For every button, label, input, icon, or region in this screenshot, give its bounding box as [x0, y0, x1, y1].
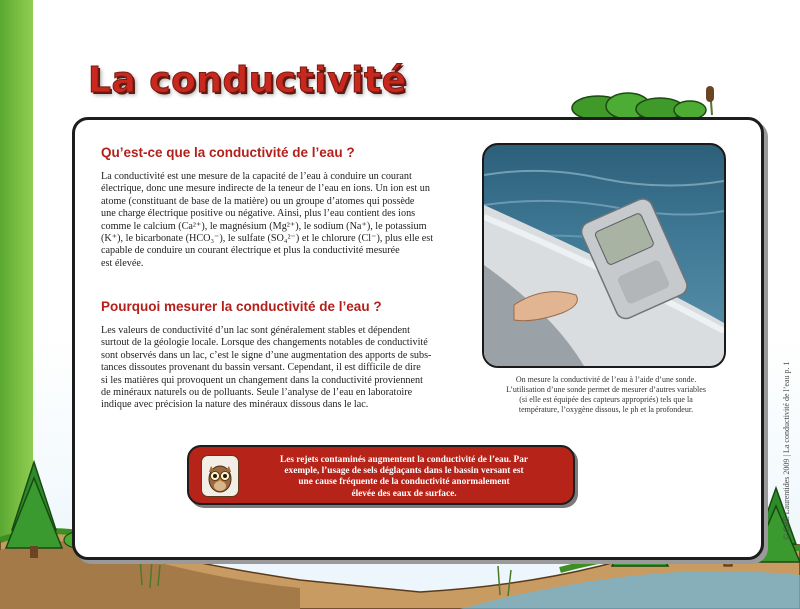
callout-line: une cause fréquente de la conductivité anormalement — [298, 477, 510, 488]
section1-heading: Qu’est-ce que la conductivité de l’eau ? — [101, 145, 355, 160]
section2-heading: Pourquoi mesurer la conductivité de l’eau ? — [101, 299, 382, 314]
photo-caption — [490, 375, 722, 415]
section1-line: est élevée. — [101, 257, 144, 269]
section2-line: si les matières qui provoquent un changement dans la conductivité proviennent — [101, 374, 423, 386]
tree-icon — [6, 462, 62, 558]
copyright-note: © CRE Laurentides 2009 | La conductivité de l’eau p. 1 — [782, 361, 791, 540]
bush-icon — [572, 93, 706, 120]
caption-line: température, l’oxygène dissous, le ph et la profondeur. — [518, 405, 694, 414]
section1-line: une charge électrique positive ou négative. Ainsi, plus l’eau contient des ions — [101, 208, 416, 220]
page-title: La conductivité — [88, 60, 407, 101]
callout-line: élevée des eaux de surface. — [351, 488, 457, 499]
section2-line: Les valeurs de conductivité d’un lac sont généralement stables et dépendent — [101, 325, 410, 336]
section1-body — [101, 171, 441, 270]
cattail-icon — [706, 86, 714, 115]
section1-line: capable de conduire un courant électrique et plus la conductivité mesurée — [101, 245, 400, 257]
callout-line: Les rejets contaminés augmentent la conductivité de l’eau. Par — [280, 455, 528, 465]
section2-line: de minéraux naturels ou de polluants. Seule l’analyse de l’eau en laboratoire — [101, 387, 413, 399]
section1-line: (K⁺), le bicarbonate (HCO₃⁻), le sulfate (SO₄²⁻) et le chlorure (Cl⁻), plus elle est — [101, 233, 434, 245]
probe-illustration — [484, 145, 724, 366]
section1-line: comme le calcium (Ca²⁺), le magnésium (Mg²⁺), le sodium (Na⁺), le potassium — [101, 220, 427, 232]
caption-line: (si elle est équipée des capteurs appropriés) tels que la — [519, 395, 693, 404]
caption-line: L’utilisation d’une sonde permet de mesurer d’autres variables — [506, 385, 706, 394]
section2-line: tances dissoutes provenant du bassin versant. Cependant, il est difficile de dire — [101, 362, 421, 374]
probe-photo — [482, 143, 726, 368]
info-callout — [187, 445, 575, 505]
owl-icon — [201, 455, 239, 497]
caption-line: On mesure la conductivité de l’eau à l’aide d’une sonde. — [515, 375, 697, 384]
callout-text — [244, 455, 564, 500]
section2-line: indique avec précision la nature des minéraux dissous dans le lac. — [101, 399, 369, 411]
callout-line: exemple, l’usage de sels déglaçants dans le bassin versant est — [284, 466, 524, 477]
section1-line: La conductivité est une mesure de la capacité de l’eau à conduire un courant — [101, 171, 412, 182]
section1-line: atome (constituant de base de la matière) ou un groupe d’atomes qui possède — [101, 195, 415, 207]
section1-line: électrique, donc une mesure indirecte de la teneur de l’eau en ions. Un ion est un — [101, 183, 430, 195]
section2-line: sont observés dans un lac, c’est le signe d’une augmentation des apports de subs- — [101, 349, 432, 361]
section2-body — [101, 325, 441, 412]
section2-line: surtout de la géologie locale. Lorsque des changements notables de conductivité — [101, 337, 428, 349]
